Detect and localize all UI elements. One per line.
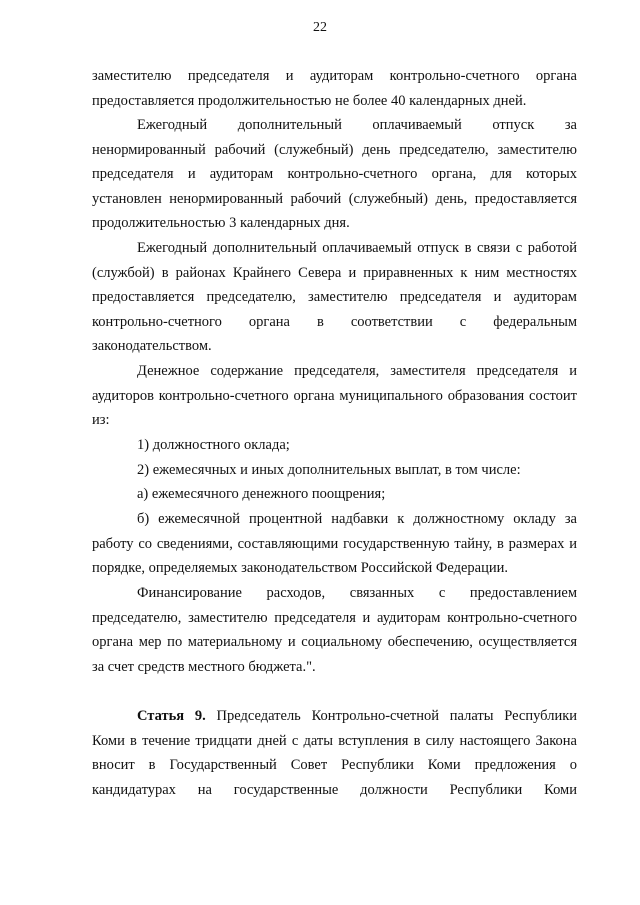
list-item-monthly-bonus: а) ежемесячного денежного поощрения;: [137, 486, 386, 502]
paragraph-article-9: [92, 704, 577, 802]
list-item-official-salary: 1) должностного оклада;: [137, 437, 290, 453]
list-item-monthly-payments: 2) ежемесячных и иных дополнительных выплат, в том числе:: [137, 462, 521, 478]
paragraph-irregular-workday-leave: Ежегодный дополнительный оплачиваемый отпуск за ненормированный рабочий (служебный) день председателю, заместителю председателя и аудиторам контрольно-счетного органа, для которых установлен ненормированный рабочий (служебный) день, предоставляется продолжительностью 3 календарных дня.: [92, 117, 577, 232]
paragraph-financing: Финансирование расходов, связанных с предоставлением председателю, заместителю председателя и аудиторам контрольно-счетного органа мер по материальному и социальному обеспечению, осуществляется за счет средств местного бюджета.".: [92, 585, 577, 675]
paragraph-salary-composition: Денежное содержание председателя, заместителя председателя и аудиторов контрольно-счетного органа муниципального образования состоит из:: [92, 363, 577, 429]
paragraph-vacation-duration: заместителю председателя и аудиторам контрольно-счетного органа предоставляется продолжительностью не более 40 календарных дней.: [92, 68, 577, 109]
article-text: Председатель Контрольно-счетной палаты Республики Коми в течение тридцати дней с даты вступления в силу настоящего Закона вносит в Государственный Совет Республики Коми предложения о кандидатурах на государственные должности Республики Коми: [92, 708, 578, 798]
article-label: Статья 9.: [137, 708, 206, 724]
page-number: 22: [313, 20, 327, 35]
paragraph-far-north-leave: Ежегодный дополнительный оплачиваемый отпуск в связи с работой (службой) в районах Крайнего Севера и приравненных к ним местностях предоставляется председателю, заместителю председателя и аудиторам контрольно-счетного органа в соответствии с федеральным законодательством.: [92, 240, 577, 355]
paragraph-secrecy-allowance: б) ежемесячной процентной надбавки к должностному окладу за работу со сведениями, составляющими государственную тайну, в размерах и порядке, определяемых законодательством Российской Федерации.: [92, 511, 577, 577]
